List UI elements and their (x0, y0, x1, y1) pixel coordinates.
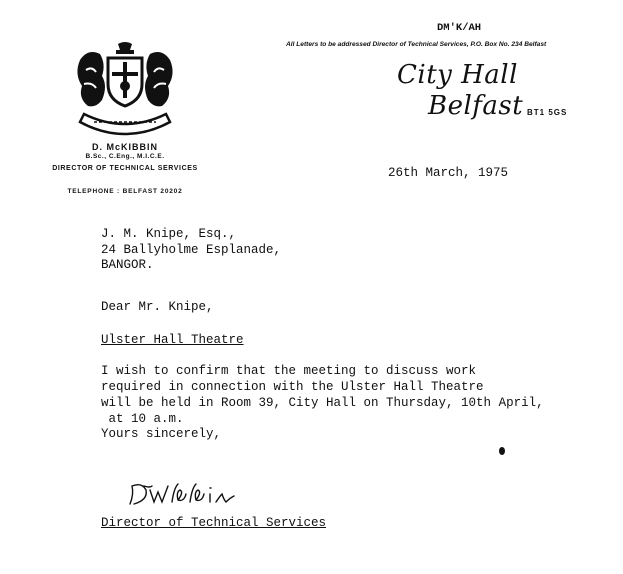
body-line: will be held in Room 39, City Hall on Thursday, 10th April, (101, 396, 544, 410)
director-title: DIRECTOR OF TECHNICAL SERVICES (52, 165, 198, 172)
recipient-line: 24 Ballyholme Esplanade, (101, 242, 282, 257)
signatory-title: Director of Technical Services (101, 516, 327, 530)
recipient-line: BANGOR. (101, 258, 154, 272)
letter-body (101, 364, 544, 428)
ink-spot (499, 447, 505, 455)
closing: Yours sincerely, (101, 427, 222, 441)
city-hall-heading: City Hall (397, 60, 518, 90)
body-line: at 10 a.m. (101, 412, 184, 426)
body-line: I wish to confirm that the meeting to discuss work (101, 364, 477, 378)
belfast-heading: Belfast (428, 91, 524, 121)
salutation: Dear Mr. Knipe, (101, 300, 214, 314)
letter-date: 26th March, 1975 (388, 166, 509, 180)
recipient-address (101, 227, 281, 274)
director-qualifications: B.Sc., C.Eng., M.I.C.E. (85, 153, 165, 160)
director-name: D. McKIBBIN (91, 142, 158, 152)
recipient-line: J. M. Knipe, Esq., (101, 227, 237, 241)
subject-line: Ulster Hall Theatre (101, 333, 244, 347)
handwritten-signature-icon (124, 476, 244, 512)
telephone-line: TELEPHONE : BELFAST 20202 (67, 188, 183, 195)
address-note: All Letters to be addressed Director of Technical Services, P.O. Box No. 234 Belfast (286, 41, 547, 48)
postcode: BT1 5GS (527, 108, 568, 117)
coat-of-arms-icon (70, 40, 180, 136)
reference-code: DM'K/AH (437, 22, 482, 34)
body-line: required in connection with the Ulster Hall Theatre (101, 380, 484, 394)
